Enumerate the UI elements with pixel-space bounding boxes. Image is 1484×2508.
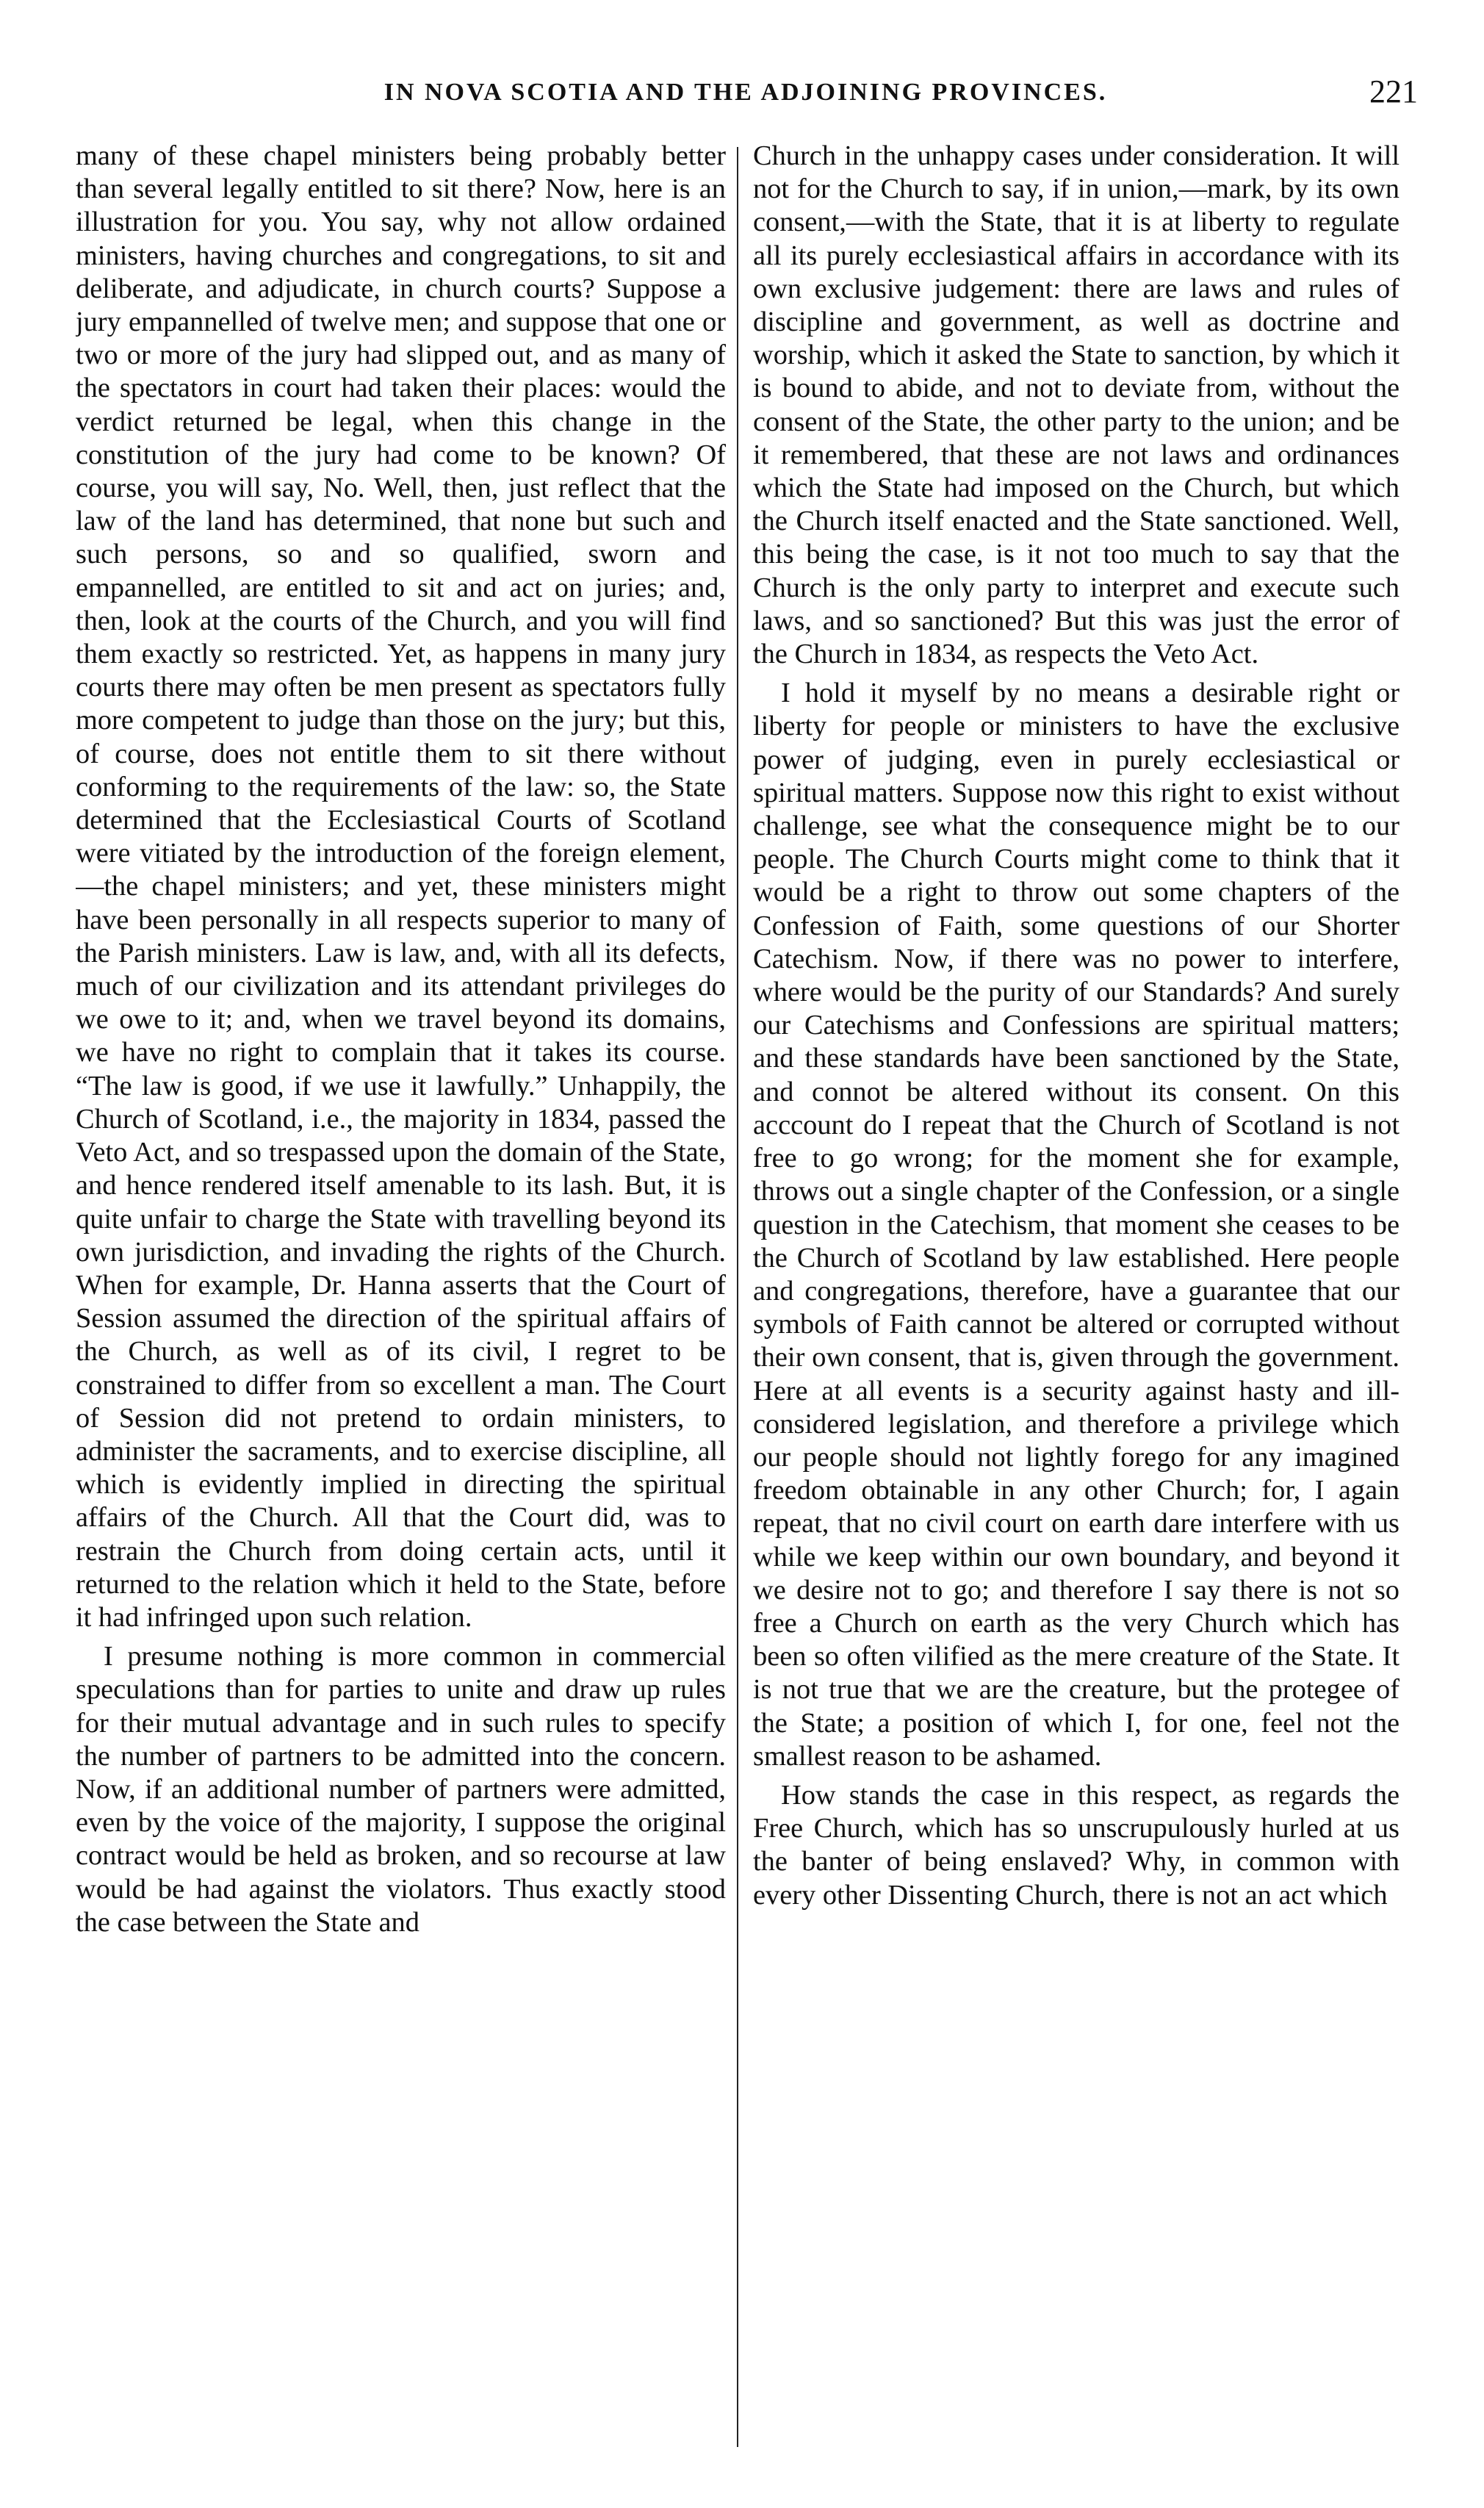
left-paragraph-1: many of these chapel ministers being probably better than several legally entitled to sit there? Now, here is an illustration for you. You say, why not allow ordained ministers, having churches and congregations, to sit and deliberate, and adjudicate, in church courts? Suppose a jury empannelled of twelve men; and suppose that one or two or more of the jury had slipped out, and as many of the spectators in court had taken their places: would the verdict returned be legal, when this change in the constitution of the jury had come to be known? Of course, you will say, No. Well, then, just reflect that the law of the land has determined, that none but such and such persons, so and so qualified, sworn and empannelled, are entitled to sit and act on juries; and, then, look at the courts of the Church, and you will find them exactly so restricted. Yet, as happens in many jury courts there may often be men present as spectators fully more competent to judge than those on the jury; but this, of course, does not entitle them to sit there without conforming to the requirements of the law: so, the State determined that the Ecclesiastical Courts of Scotland were vitiated by the introduction of the foreign element,—the chapel ministers; and yet, these ministers might have been personally in all respects superior to many of the Parish ministers. Law is law, and, with all its defects, much of our civilization and its attendant privileges do we owe to it; and, when we travel beyond its domains, we have no right to complain that it takes its course. “The law is good, if we use it lawfully.” Unhappily, the Church of Scotland, i.e., the majority in 1834, passed the Veto Act, and so trespassed upon the domain of the State, and hence rendered itself amenable to its lash. But, it is quite unfair to charge the State with travelling beyond its own jurisdiction, and invading the rights of the Church. When for example, Dr. Hanna asserts that the Court of Session assumed the direction of the spiritual affairs of the Church, as well as of its civil, I regret to be constrained to differ from so excellent a man. The Court of Session did not pretend to ordain ministers, to administer the sacraments, and to exercise discipline, all which is evidently implied in directing the spiritual affairs of the Church. All that the Court did, was to restrain the Church from doing certain acts, until it returned to the relation which it held to the State, before it had infringed upon such relation.	[76, 140, 726, 1633]
right-paragraph-2: I hold it myself by no means a desirable right or liberty for people or ministers to have the exclusive power of judging, even in purely ecclesiastical or spiritual matters. Suppose now this right to exist without challenge, see what the consequence might be to our people. The Church Courts might come to think that it would be a right to throw out some chapters of the Confession of Faith, some questions of our Shorter Catechism. Now, if there was no power to interfere, where would be the purity of our Standards? And surely our Catechisms and Confessions are spiritual matters; and these standards have been sanctioned by the State, and connot be altered without its consent. On this acccount do I repeat that the Church of Scotland is not free to go wrong; for the moment she for example, throws out a single chapter of the Confession, or a single question in the Catechism, that moment she ceases to be the Church of Scotland by law established. Here people and congregations, therefore, have a guarantee that our symbols of Faith cannot be altered or corrupted without their own consent, that is, given through the government. Here at all events is a security against hasty and ill-considered legislation, and therefore a privilege which our people should not lightly forego for any imagined freedom obtainable in any other Church; for, I again repeat, that no civil court on earth dare interfere with us while we keep within our own boundary, and beyond it we desire not to go; and therefore I say there is not so free a Church on earth as the very Church which has been so often vilified as the mere creature of the State. It is not true that we are the creature, but the protegee of the State; a position of which I, for one, feel not the smallest reason to be ashamed.	[753, 678, 1400, 1772]
column-divider	[737, 147, 738, 2447]
left-column	[76, 140, 726, 2447]
left-paragraph-2: I presume nothing is more common in commercial speculations than for parties to unite and draw up rules for their mutual advantage and in such rules to specify the number of partners to be admitted into the concern. Now, if an additional number of partners were admitted, even by the voice of the majority, I suppose the original contract would be held as broken, and so recourse at law would be had against the violators. Thus exactly stood the case between the State and	[76, 1641, 726, 1938]
right-paragraph-3: How stands the case in this respect, as regards the Free Church, which has so unscrupulously hurled at us the banter of being enslaved? Why, in common with every other Dissenting Church, there is not an act which	[753, 1779, 1400, 1911]
page-number: 221	[1369, 73, 1418, 109]
page-header	[73, 70, 1418, 121]
right-column	[753, 140, 1400, 2447]
running-title: IN NOVA SCOTIA AND THE ADJOINING PROVINCES.	[383, 79, 1108, 106]
right-paragraph-1: Church in the unhappy cases under consideration. It will not for the Church to say, if in union,—mark, by its own consent,—with the State, that it is at liberty to regulate all its purely ecclesiastical affairs in accordance with its own exclusive judgement: there are laws and rules of discipline and government, as well as doctrine and worship, which it asked the State to sanction, by which it is bound to abide, and not to deviate from, without the consent of the State, the other party to the union; and be it remembered, that these are not laws and ordinances which the State had imposed on the Church, but which the Church itself enacted and the State sanctioned. Well, this being the case, is it not too much to say that the Church is the only party to interpret and execute such laws, and so sanctioned? But this was just the error of the Church in 1834, as respects the Veto Act.	[753, 140, 1400, 670]
